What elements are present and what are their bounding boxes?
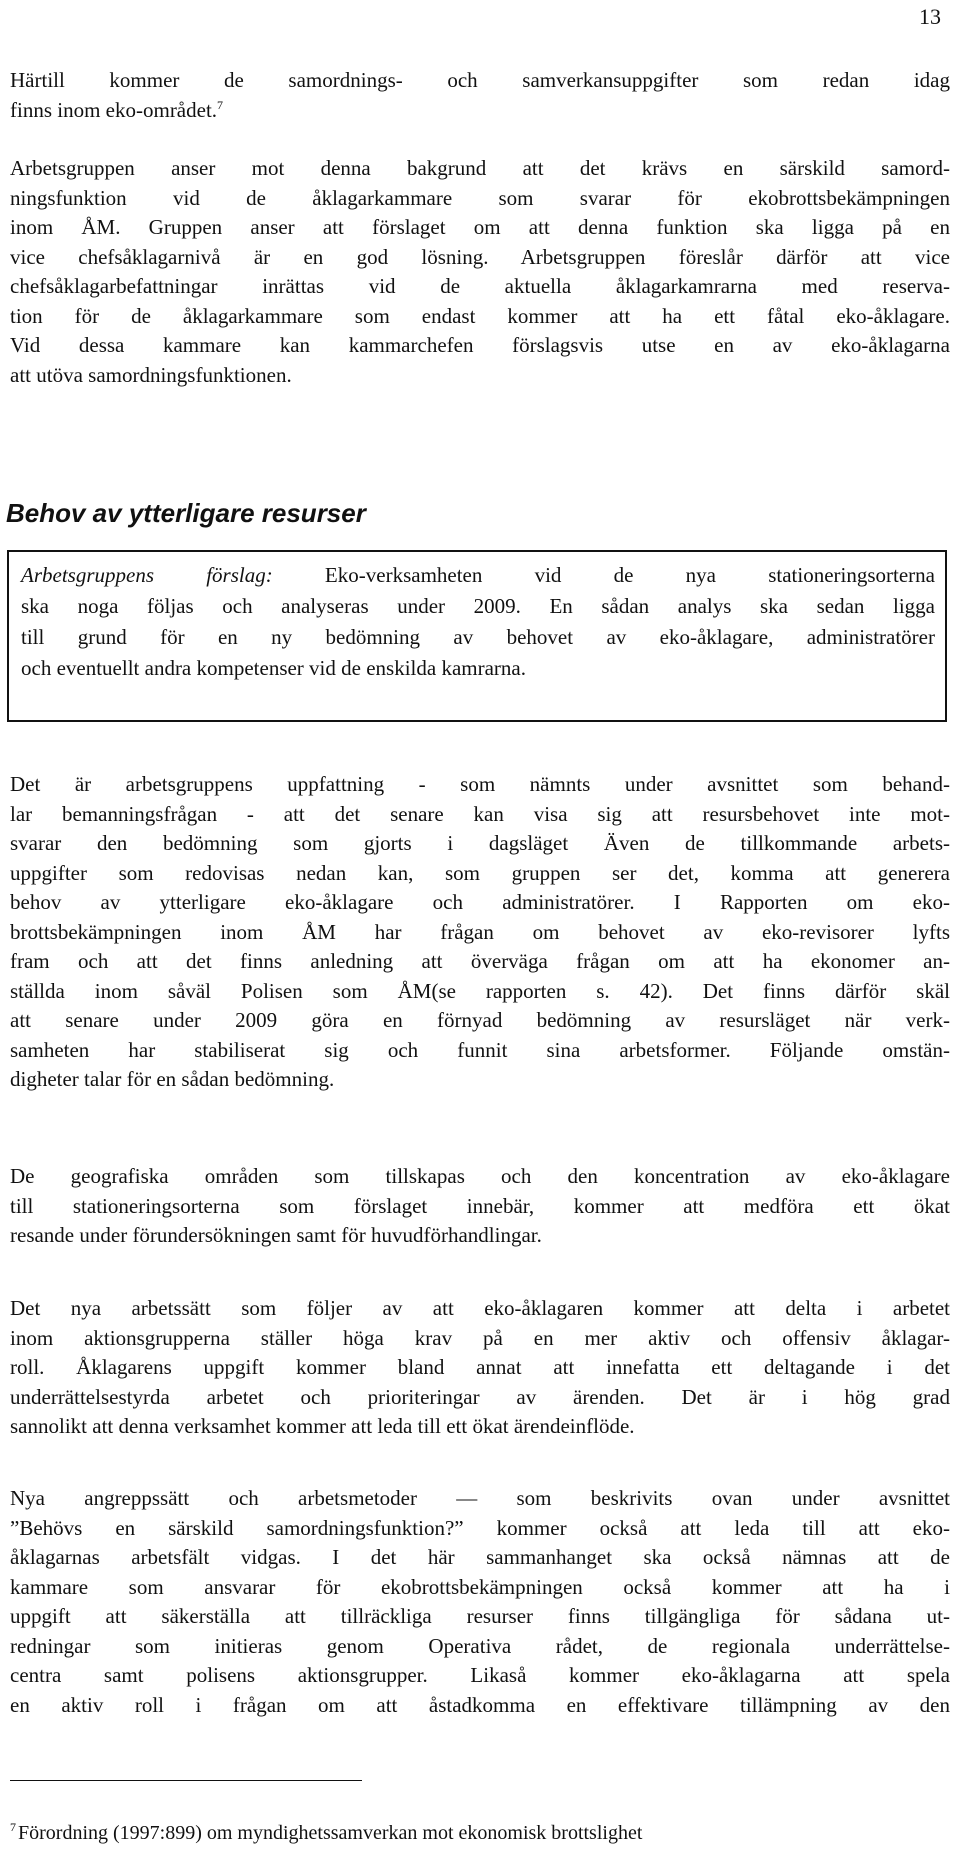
paragraph-line: inom aktionsgrupperna ställer höga krav på en mer aktiv och offensiv åklagar-	[10, 1325, 950, 1350]
paragraph-line: Nya angreppssätt och arbetsmetoder — som beskrivits ovan under avsnittet	[10, 1486, 950, 1510]
proposal-line: och eventuellt andra kompetenser vid de enskilda kamrarna.	[21, 656, 526, 680]
paragraph-line: digheter talar för en sådan bedömning.	[10, 1067, 335, 1091]
paragraph-line: ställda inom såväl Polisen som ÅM(se rapporten s. 42). Det finns därför skäl	[10, 978, 950, 1003]
paragraph-line: redningar som initieras genom Operativa rådet, de regionala underrättelse-	[10, 1633, 950, 1658]
paragraph-line: underrättelsestyrda arbetet och prioriteringar av ärenden. Det är i hög grad	[10, 1384, 950, 1409]
proposal-box	[7, 550, 947, 722]
paragraph-line	[10, 96, 950, 126]
paragraph-line: samheten har stabiliserat sig och funnit sina arbetsformer. Följande omstän-	[10, 1037, 950, 1062]
paragraph-line: resande under förundersökningen samt för huvudförhandlingar.	[10, 1223, 542, 1247]
paragraph-line: en aktiv roll i frågan om att åstadkomma en effektivare tillämpning av den	[10, 1692, 950, 1717]
paragraph-line: De geografiska områden som tillskapas och den koncentration av eko-åklagare	[10, 1164, 950, 1188]
section-heading: Behov av ytterligare resurser	[6, 498, 366, 528]
paragraph-line: ningsfunktion vid de åklagarkammare som svarar för ekobrottsbekämpningen	[10, 185, 950, 210]
paragraph-line: roll. Åklagarens uppgift kommer bland annat att innefatta ett deltagande i det	[10, 1355, 950, 1379]
paragraph-line: lar bemanningsfrågan - att det senare kan visa sig att resursbehovet inte mot-	[10, 801, 950, 826]
paragraph-line: tion för de åklagarkammare som endast kommer att ha ett fåtal eko-åklagare.	[10, 303, 950, 328]
paragraph-line-text: finns inom eko-området.	[10, 97, 218, 122]
paragraph-line: Det nya arbetssätt som följer av att eko-åklagaren kommer att delta i arbetet	[10, 1296, 950, 1320]
footnote-reference[interactable]: 7	[217, 97, 224, 112]
paragraph-line: åklagarnas arbetsfält vidgas. I det här sammanhanget ska också nämnas att de	[10, 1545, 950, 1569]
paragraph-line: Det är arbetsgruppens uppfattning - som nämnts under avsnittet som behand-	[10, 772, 950, 796]
paragraph-working-method	[10, 1294, 950, 1442]
paragraph-line: fram och att det finns anledning att överväga frågan om att ha ekonomer an-	[10, 949, 950, 973]
footnote	[10, 1822, 642, 1845]
proposal-line	[21, 560, 935, 591]
page-number: 13	[919, 4, 941, 29]
paragraph-line: uppgifter som redovisas nedan kan, som gruppen ser det, komma att generera	[10, 860, 950, 885]
paragraph-line: behov av ytterligare eko-åklagare och administratörer. I Rapporten om eko-	[10, 890, 950, 914]
footnote-text: Förordning (1997:899) om myndighetssamverkan mot ekonomisk brottslighet	[18, 1822, 643, 1844]
proposal-text	[21, 560, 935, 684]
paragraph-geography	[10, 1162, 950, 1251]
paragraph-line: chefsåklagarbefattningar inrättas vid de aktuella åklagarkamrarna med reserva-	[10, 274, 950, 298]
proposal-line: ska noga följas och analyseras under 2009. En sådan analys ska sedan ligga	[21, 594, 935, 618]
paragraph-intro	[10, 66, 950, 125]
proposal-first-line-text: Eko-verksamheten vid de nya stationeringsorterna	[272, 563, 935, 587]
paragraph-line: Arbetsgruppen anser mot denna bakgrund att det krävs en särskild samord-	[10, 156, 950, 180]
paragraph-line: till stationeringsorterna som förslaget innebär, kommer att medföra ett ökat	[10, 1193, 950, 1218]
paragraph-new-methods	[10, 1484, 950, 1720]
paragraph-line: inom ÅM. Gruppen anser att förslaget om att denna funktion ska ligga på en	[10, 215, 950, 239]
proposal-line: till grund för en ny bedömning av behovet av eko-åklagare, administratörer	[21, 625, 935, 649]
paragraph-line: att senare under 2009 göra en förnyad bedömning av resursläget när verk-	[10, 1008, 950, 1032]
paragraph-coordination	[10, 154, 950, 390]
paragraph-line: centra samt polisens aktionsgrupper. Likaså kommer eko-åklagarna att spela	[10, 1663, 950, 1687]
proposal-label: Arbetsgruppens förslag:	[21, 563, 273, 587]
paragraph-line: ”Behövs en särskild samordningsfunktion?” kommer också att leda till att eko-	[10, 1515, 950, 1540]
paragraph-line: Härtill kommer de samordnings- och samverkansuppgifter som redan idag	[10, 68, 950, 92]
paragraph-line: sannolikt att denna verksamhet kommer att leda till ett ökat ärendeinflöde.	[10, 1414, 635, 1438]
paragraph-line: brottsbekämpningen inom ÅM har frågan om behovet av eko-revisorer lyfts	[10, 919, 950, 944]
paragraph-resources	[10, 770, 950, 1095]
footnote-mark: 7	[10, 1820, 16, 1834]
paragraph-line: svarar den bedömning som gjorts i dagsläget Även de tillkommande arbets-	[10, 831, 950, 855]
paragraph-line: Vid dessa kammare kan kammarchefen förslagsvis utse en av eko-åklagarna	[10, 333, 950, 357]
paragraph-line: uppgift att säkerställa att tillräckliga resurser finns tillgängliga för sådana ut-	[10, 1604, 950, 1628]
paragraph-line: vice chefsåklagarnivå är en god lösning. Arbetsgruppen föreslår därför att vice	[10, 244, 950, 269]
footnote-separator	[10, 1780, 362, 1781]
paragraph-line: kammare som ansvarar för ekobrottsbekämpningen också kommer att ha i	[10, 1574, 950, 1599]
paragraph-line: att utöva samordningsfunktionen.	[10, 362, 292, 387]
